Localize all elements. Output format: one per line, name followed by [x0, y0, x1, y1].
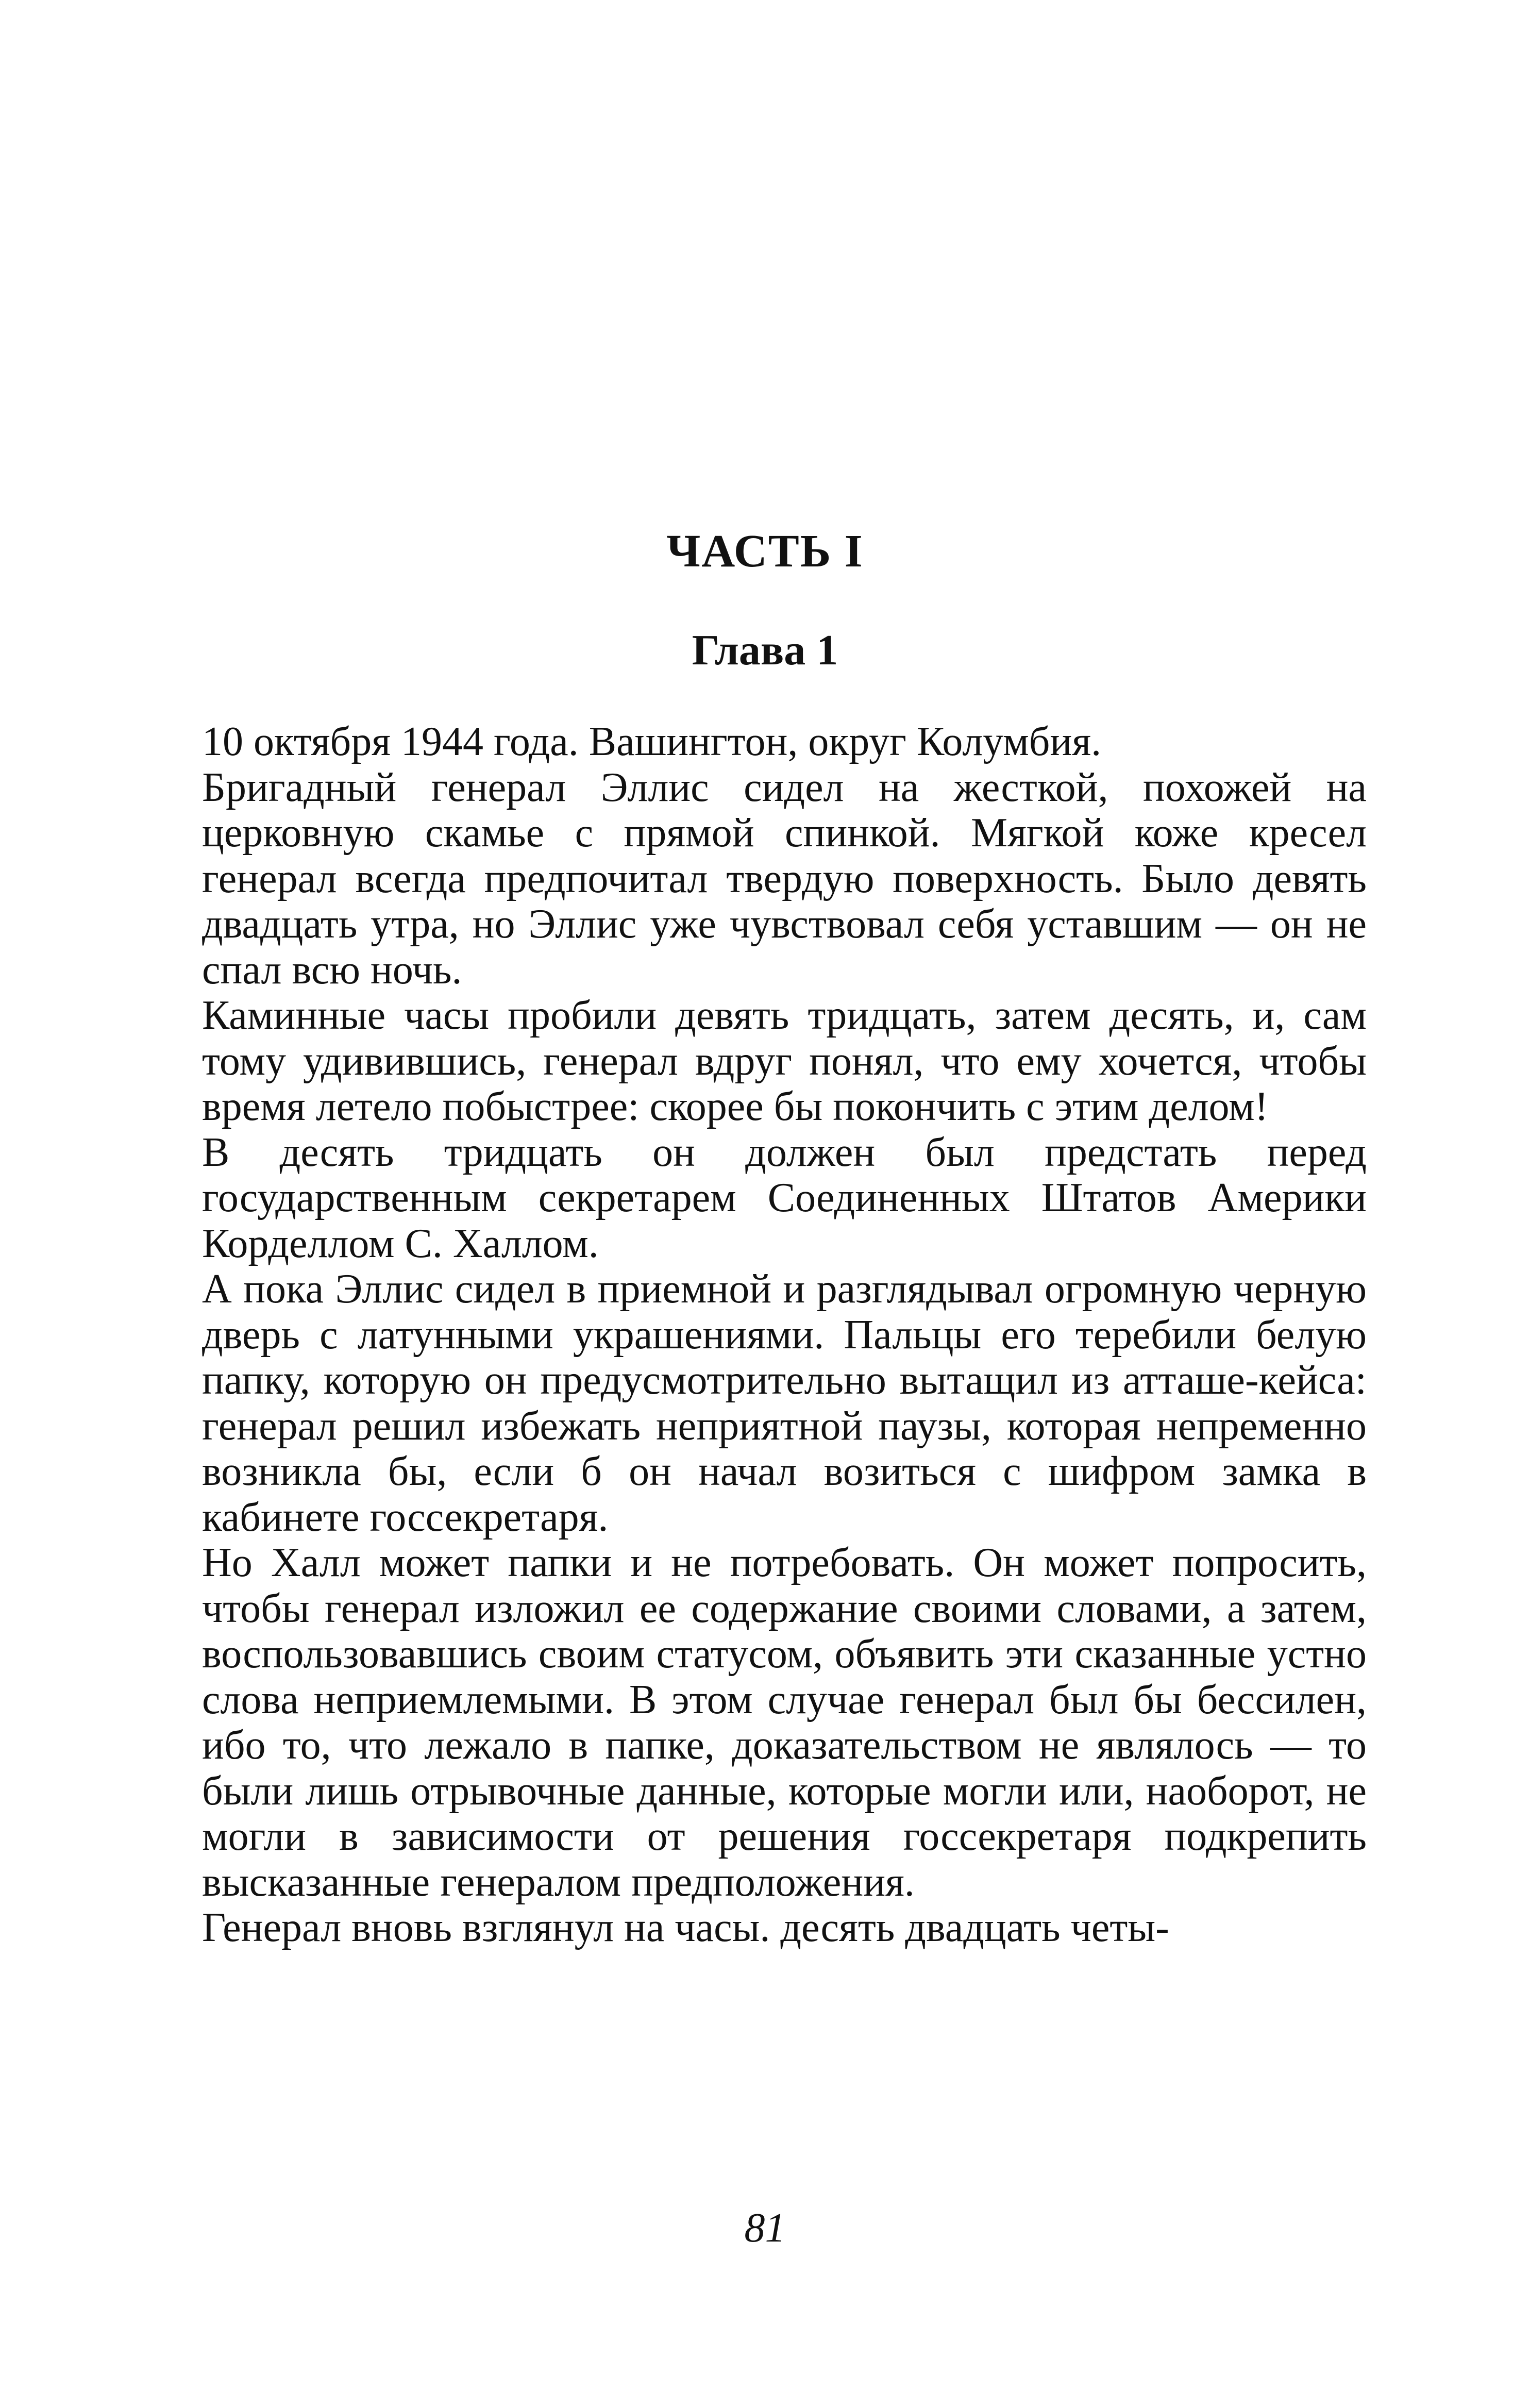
paragraph-4: В десять тридцать он должен был предстать перед государственным секретарем Соединенных Штатов Америки Корделлом С. Халлом. [202, 1129, 1367, 1266]
chapter-title: Глава 1 [692, 626, 838, 674]
paragraph-3: Каминные часы пробили девять тридцать, затем десять, и, сам тому удивившись, генерал вдруг понял, что ему хочется, чтобы время летело побыстрее: скорее бы покончить с этим делом! [202, 993, 1367, 1129]
page-number: 81 [744, 2205, 786, 2251]
paragraph-2: Бригадный генерал Эллис сидел на жесткой, похожей на церковную скамье с прямой спинкой. Мягкой коже кресел генерал всегда предпочитал твердую поверхность. Было девять двадцать утра, но Эллис уже чувствовал себя уставшим — он не спал всю ночь. [202, 764, 1367, 993]
paragraph-1: 10 октября 1944 года. Вашингтон, округ Колумбия. [202, 719, 1102, 764]
chapter-body [202, 719, 1367, 1951]
part-title: ЧАСТЬ I [666, 526, 864, 577]
paragraph-5: А пока Эллис сидел в приемной и разглядывал огромную черную дверь с латунными украшениями. Пальцы его теребили белую папку, которую он предусмотрительно вытащил из атташе-кейса: генерал решил избежать неприятной паузы, которая непременно возникла бы, если б он начал возиться с шифром замка в кабинете госсекретаря. [202, 1266, 1367, 1540]
paragraph-7: Генерал вновь взглянул на часы. десять двадцать четы- [202, 1905, 1169, 1950]
paragraph-6: Но Халл может папки и не потребовать. Он может попросить, чтобы генерал изложил ее содержание своими словами, а затем, воспользовавшись своим статусом, объявить эти сказанные устно слова неприемлемыми. В этом случае генерал был бы бессилен, ибо то, что лежало в папке, доказательством не являлось — то были лишь отрывочные данные, которые могли или, наоборот, не могли в зависимости от решения госсекретаря подкрепить высказанные генералом предположения. [202, 1540, 1367, 1905]
